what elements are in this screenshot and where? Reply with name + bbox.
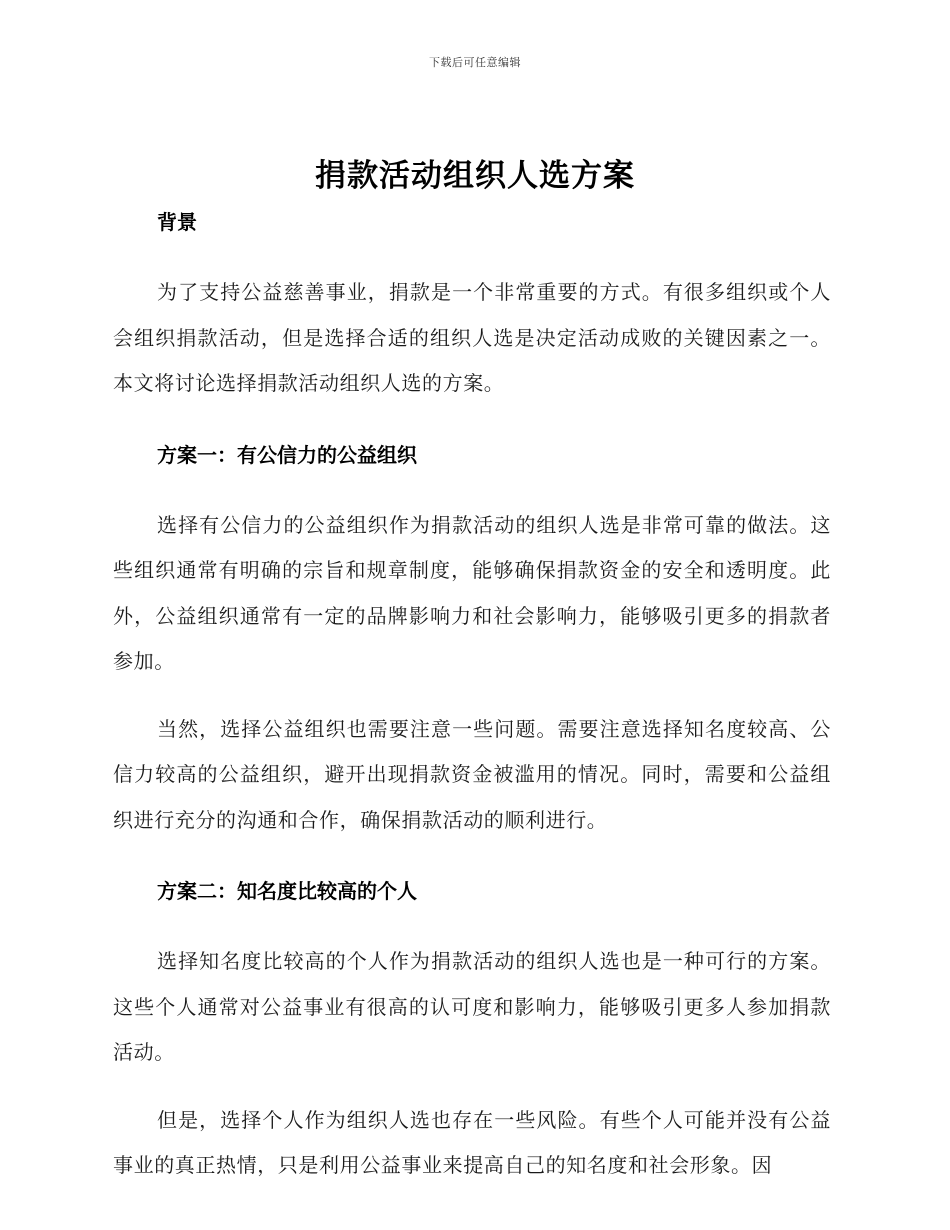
section-heading-background: 背景 <box>157 210 197 234</box>
document-title: 捐款活动组织人选方案 <box>315 158 635 194</box>
paragraph: 但是，选择个人作为组织人选也存在一些风险。有些个人可能并没有公益事业的真正热情，只是利用公益事业来提高自己的知名度和社会形象。因 <box>113 1107 831 1177</box>
paragraph: 选择有公信力的公益组织作为捐款活动的组织人选是非常可靠的做法。这些组织通常有明确的宗旨和规章制度，能够确保捐款资金的安全和透明度。此外，公益组织通常有一定的品牌影响力和社会影响力，能够吸引更多的捐款者参加。 <box>113 512 831 673</box>
document-body <box>113 204 831 1189</box>
paragraph: 为了支持公益慈善事业，捐款是一个非常重要的方式。有很多组织或个人会组织捐款活动，但是选择合适的组织人选是决定活动成败的关键因素之一。本文将讨论选择捐款活动组织人选的方案。 <box>113 280 831 395</box>
paragraph: 当然，选择公益组织也需要注意一些问题。需要注意选择知名度较高、公信力较高的公益组织，避开出现捐款资金被滥用的情况。同时，需要和公益组织进行充分的沟通和合作，确保捐款活动的顺利进行。 <box>113 716 831 832</box>
header-note: 下载后可任意编辑 <box>429 56 521 69</box>
section-heading-option-one: 方案一：有公信力的公益组织 <box>157 442 417 467</box>
section-heading-option-two: 方案二：知名度比较高的个人 <box>157 879 417 903</box>
paragraph: 选择知名度比较高的个人作为捐款活动的组织人选也是一种可行的方案。这些个人通常对公益事业有很高的认可度和影响力，能够吸引更多人参加捐款活动。 <box>113 949 831 1064</box>
